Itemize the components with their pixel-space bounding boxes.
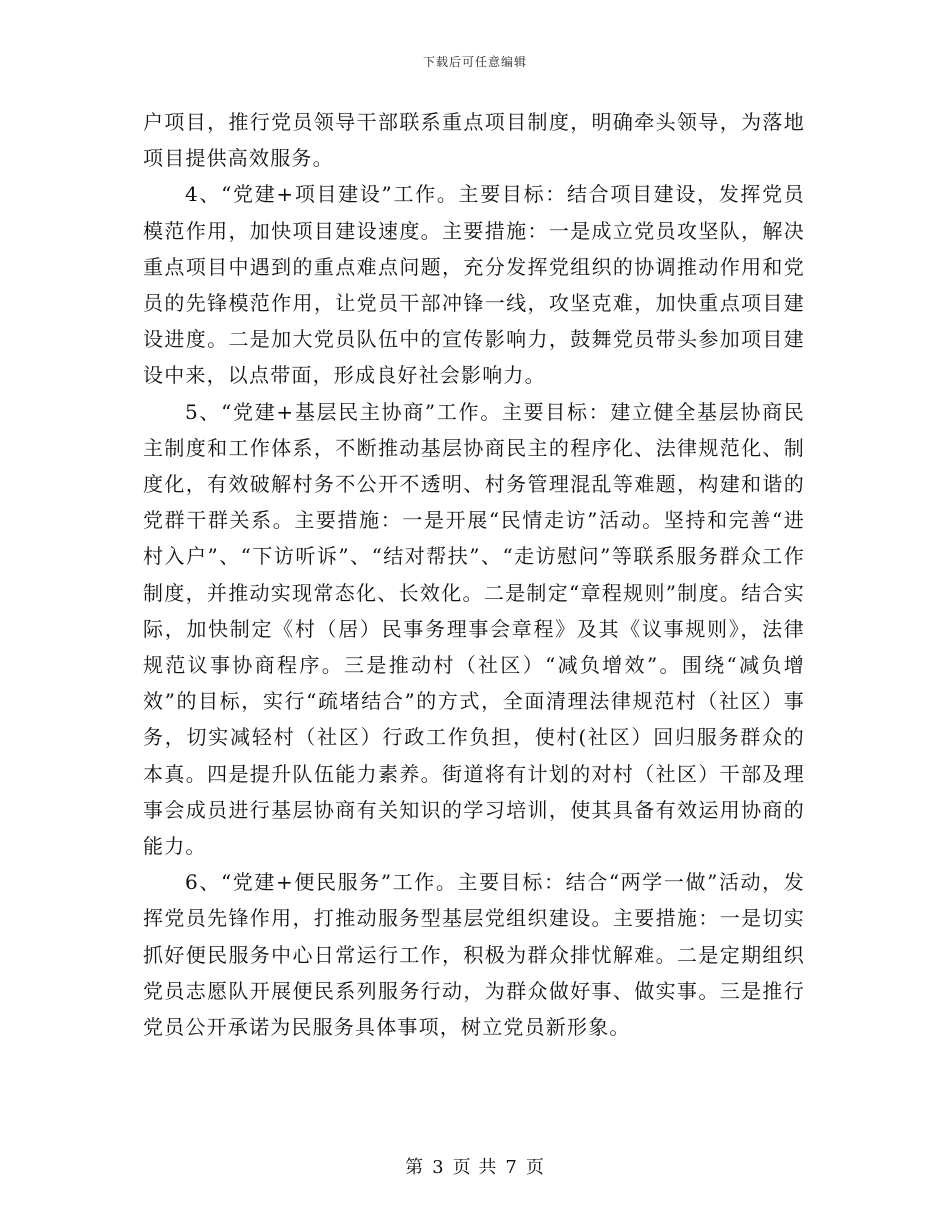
current-page-number: 3	[432, 1157, 445, 1178]
paragraph: 4、“党建+项目建设”工作。主要目标：结合项目建设，发挥党员模范作用，加快项目建设速度。主要措施：一是成立党员攻坚队，解决重点项目中遇到的重点难点问题，充分发挥党组织的协调推动作用和党员的先锋模范作用，让党员干部冲锋一线，攻坚克难，加快重点项目建设进度。二是加大党员队伍中的宣传影响力，鼓舞党员带头参加项目建设中来，以点带面，形成良好社会影响力。	[143, 182, 805, 388]
footer-middle: 页 共	[452, 1157, 498, 1178]
paragraph: 6、“党建+便民服务”工作。主要目标：结合“两学一做”活动，发挥党员先锋作用，打推动服务型基层党组织建设。主要措施：一是切实抓好便民服务中心日常运行工作，积极为群众排忧解难。二是定期组织党员志愿队开展便民系列服务行动，为群众做好事、做实事。三是推行党员公开承诺为民服务具体事项，树立党员新形象。	[143, 870, 805, 1040]
paragraph: 5、“党建+基层民主协商”工作。主要目标：建立健全基层协商民主制度和工作体系，不断推动基层协商民主的程序化、法律规范化、制度化，有效破解村务不公开不透明、村务管理混乱等难题，构建和谐的党群干群关系。主要措施：一是开展“民情走访”活动。坚持和完善“进村入户”、“下访听诉”、“结对帮扶”、“走访慰问”等联系服务群众工作制度，并推动实现常态化、长效化。二是制定“章程规则”制度。结合实际，加快制定《村（居）民事务理事会章程》及其《议事规则》，法律规范议事协商程序。三是推动村（社区）“减负增效”。围绕“减负增效”的目标，实行“疏堵结合”的方式，全面清理法律规范村（社区）事务，切实减轻村（社区）行政工作负担，使村(社区）回归服务群众的本真。四是提升队伍能力素养。街道将有计划的对村（社区）干部及理事会成员进行基层协商有关知识的学习培训，使其具备有效运用协商的能力。	[143, 399, 805, 859]
total-page-count: 7	[505, 1157, 518, 1178]
document-body	[143, 104, 805, 1045]
page-header: 下载后可任意编辑	[422, 55, 527, 69]
footer-suffix: 页	[525, 1157, 545, 1178]
page-footer	[0, 1153, 950, 1179]
footer-prefix: 第	[405, 1157, 425, 1178]
paragraph: 户项目，推行党员领导干部联系重点项目制度，明确牵头领导，为落地项目提供高效服务。	[143, 110, 805, 171]
